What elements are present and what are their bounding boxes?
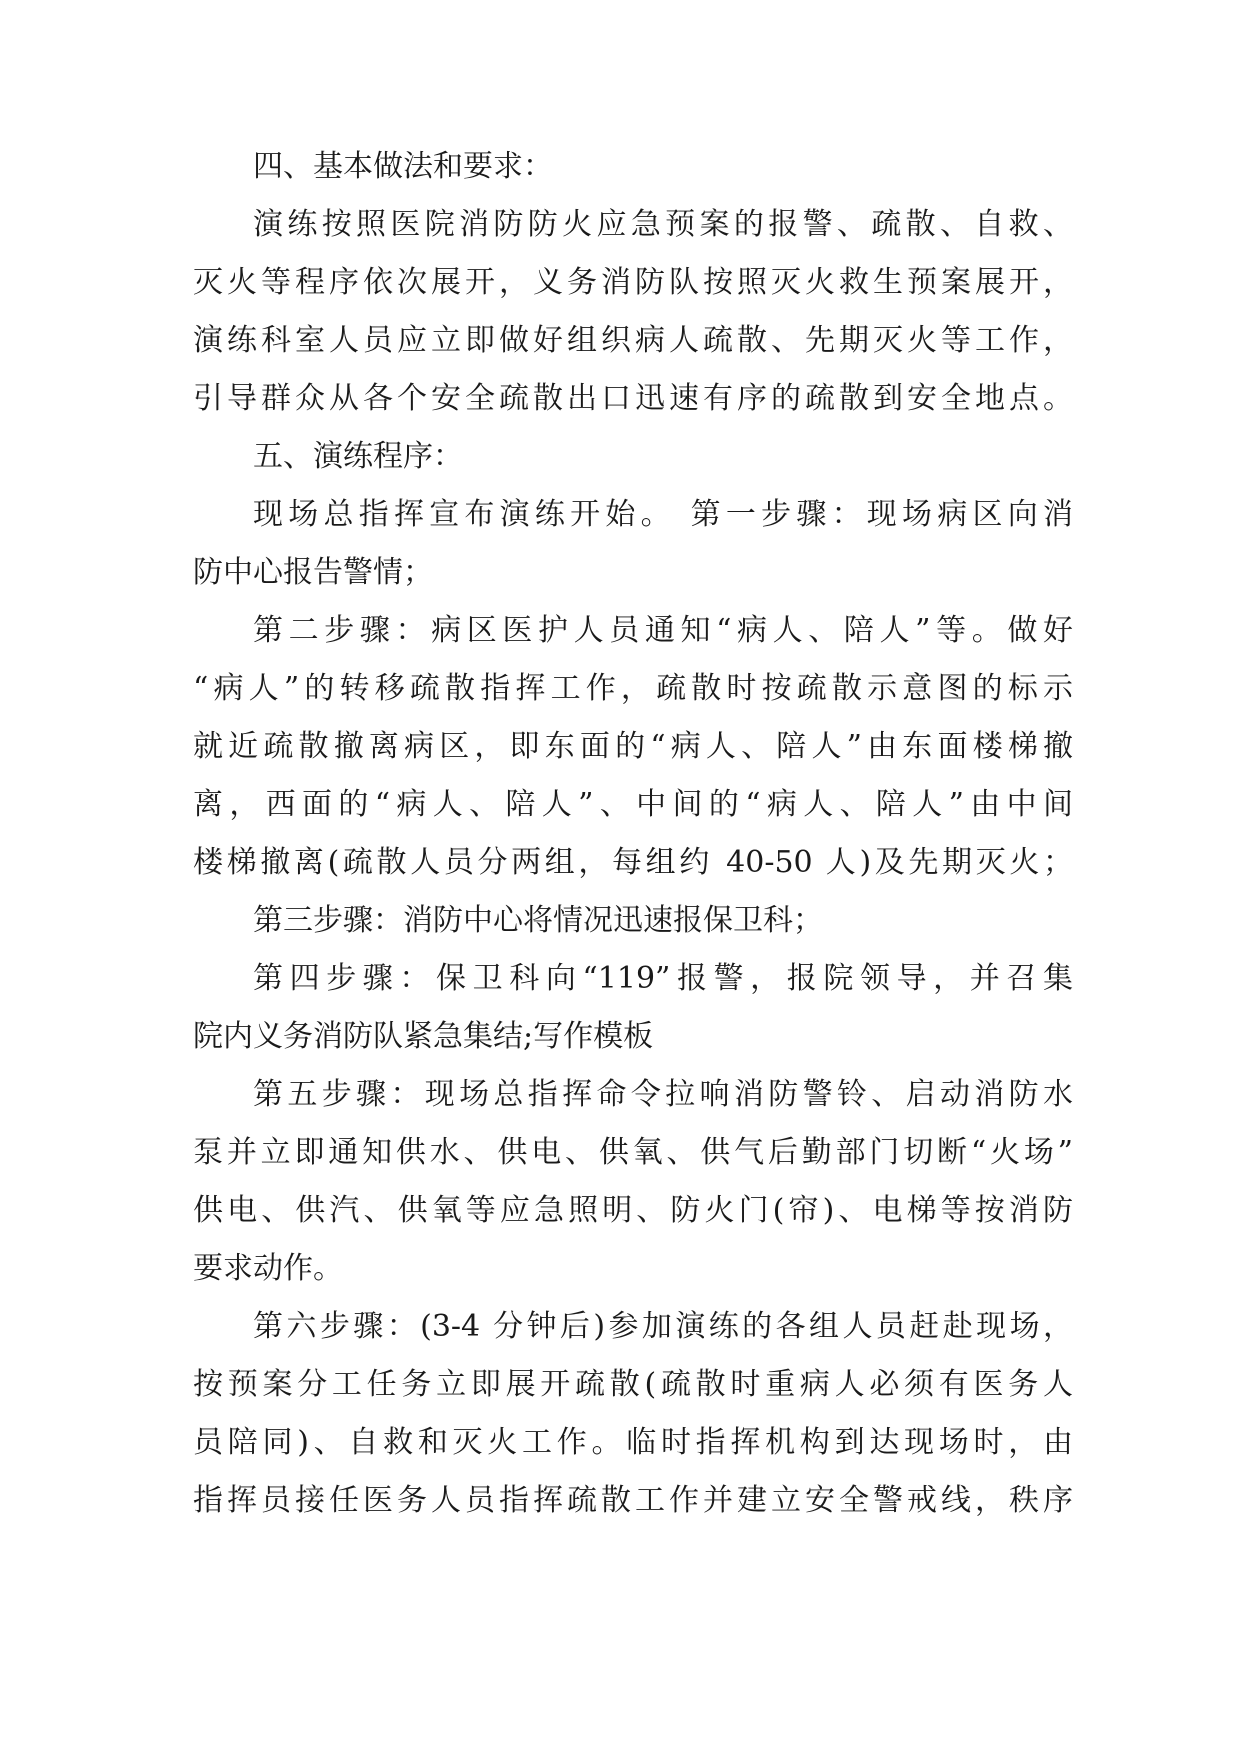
paragraph-line: 员陪同)、自救和灭火工作。临时指挥机构到达现场时，由 [193, 1425, 1073, 1460]
paragraph-line: 第二步骤：病区医护人员通知“病人、陪人”等。做好 [253, 613, 1073, 648]
heading-basic-requirements: 四、基本做法和要求： [253, 149, 553, 184]
paragraph-line: 灭火等程序依次展开，义务消防队按照灭火救生预案展开， [193, 265, 1073, 300]
paragraph-line: “病人”的转移疏散指挥工作，疏散时按疏散示意图的标示 [193, 671, 1073, 706]
heading-drill-procedure: 五、演练程序： [253, 439, 463, 474]
paragraph-line: 演练按照医院消防防火应急预案的报警、疏散、自救、 [253, 207, 1073, 242]
paragraph-line: 按预案分工任务立即展开疏散(疏散时重病人必须有医务人 [193, 1367, 1073, 1402]
paragraph-line: 第三步骤：消防中心将情况迅速报保卫科； [253, 903, 823, 938]
paragraph-line: 现场总指挥宣布演练开始。 第一步骤：现场病区向消 [253, 497, 1073, 532]
paragraph-line: 引导群众从各个安全疏散出口迅速有序的疏散到安全地点。 [193, 381, 1073, 416]
paragraph-line: 第四步骤：保卫科向“119”报警，报院领导，并召集 [253, 961, 1073, 996]
paragraph-line: 要求动作。 [193, 1251, 343, 1286]
paragraph-line: 演练科室人员应立即做好组织病人疏散、先期灭火等工作， [193, 323, 1073, 358]
paragraph-line: 第六步骤：(3-4 分钟后)参加演练的各组人员赶赴现场， [253, 1309, 1073, 1344]
paragraph-line: 院内义务消防队紧急集结;写作模板 [193, 1019, 654, 1054]
paragraph-line: 防中心报告警情； [193, 555, 433, 590]
paragraph-line: 第五步骤：现场总指挥命令拉响消防警铃、启动消防水 [253, 1077, 1073, 1112]
paragraph-line: 就近疏散撤离病区，即东面的“病人、陪人”由东面楼梯撤 [193, 729, 1073, 764]
paragraph-line: 离，西面的“病人、陪人”、中间的“病人、陪人”由中间 [193, 787, 1073, 822]
paragraph-line: 指挥员接任医务人员指挥疏散工作并建立安全警戒线，秩序 [193, 1483, 1073, 1518]
paragraph-line: 楼梯撤离(疏散人员分两组，每组约 40-50 人)及先期灭火； [193, 845, 1073, 880]
paragraph-line: 供电、供汽、供氧等应急照明、防火门(帘)、电梯等按消防 [193, 1193, 1073, 1228]
paragraph-line: 泵并立即通知供水、供电、供氧、供气后勤部门切断“火场” [193, 1135, 1073, 1170]
